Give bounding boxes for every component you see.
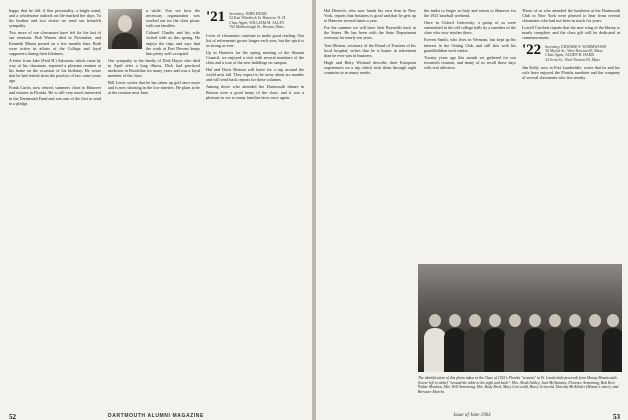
paragraph: Jim Kelly, now in Fort Lauderdale, wrote that he and his wife have enjoyed the Florida sunshine and the company of several classmates who live nearby. (522, 65, 620, 81)
right-column-3 (522, 8, 620, 82)
paragraph: Once in Oxford University, a group of us were entertained in the old college halls by a member of the class who now teaches there. (424, 20, 516, 36)
paragraph: Among those who attended the Dartmouth dinner in Boston were a good many of the class, and it was a pleasure to see so many familiar faces once again. (206, 84, 304, 100)
paragraph: a while. You see how the necessary organization was worked out for the class picnic with our families. (146, 8, 200, 29)
agent-address: 24 Scott St., West Newton 65, Mass. (545, 57, 601, 62)
left-column-3 (206, 8, 304, 102)
paragraph: Hugh and Betty Wickard describe their European experiences on a trip which took them through eight countries in as many weeks. (324, 59, 416, 76)
paragraph: Frank Curtis, now retired, summers close to Hanover and winters in Florida. He is still very much interested in the Dartmouth Fund and was one of the first to send in a pledge. (9, 85, 101, 106)
paragraph: Up in Hanover for the spring meeting of the Alumni Council, we enjoyed a visit with several members of the class and a tour of the new buildings on campus. (206, 49, 304, 66)
paragraph: Tom Morton, secretary of the Board of Trustees of his local hospital, writes that he is busier in retirement than he ever was in business. (324, 42, 416, 58)
secretary-name: JOHN HURD (245, 12, 267, 16)
secretary-info: Secretary, EDWARD F. WORMWOOD 30 Myrtle St., West Newton 65, Mass. Class Agent, ALDEN R. HARD 24 Scott St., West Newton 65, Mass. (545, 44, 607, 62)
paragraph: A letter from Jake (Fred H.) Salomon, which came by way of his classmate, reported a pleasant reunion at his home on the occasion of his birthday. He wrote that he had retired from the practice of law some years ago. (9, 57, 101, 84)
paragraph: Colonel Charlie and his wife visited with us this spring. He enjoys the trips and says that the work at Fort Devens keeps him pretty well occupied. (146, 30, 200, 56)
paragraph: Bill Lewis writes that he has taken up golf once more and is now shooting in the low nineties. He plans to be at the reunion next June. (108, 80, 200, 96)
right-column-1 (324, 8, 416, 77)
photo-caption: The identification of this photo taken at the Class of 1922's Florida "reunion" in Ft. Lauderdale proceeds from Manny Mountcastle (lower left in white) "around the table to his right and back": Mrs. Alvah Ackley, Jack McNamara, Florence Armstrong, Bob Kerr, Walter Moulton, Mrs. Will Armstrong, Mrs. Rudy Reed, Mary Gris-wold, Harry Griswold, Dorothy McAllister (Manny's sister), and Brewster Marvin. (418, 376, 619, 394)
paragraph: Everett Smith, who lives in Vermont, has kept up his interest in the Outing Club and still skis with his grandchildren each winter. (424, 37, 516, 53)
paragraph: Twenty years ago this month we gathered for our twentieth reunion, and many of us recall those days with real affection. (424, 54, 516, 70)
secretary-address: 52 East Wheelock St. Hanover, N. H. (229, 16, 286, 21)
classmate-portrait-photo (108, 9, 142, 49)
paragraph: For the summer we will have Jack Reynolds back in the States. He has been with the State Department overseas for nearly ten years. (324, 25, 416, 41)
agent-address: 762 Marlborough St., Boston, Mass. (229, 25, 285, 30)
secretary-address: 30 Myrtle St., West Newton 65, Mass. (545, 48, 604, 53)
agent-name: ALDEN R. HARD (565, 53, 595, 58)
page-number: 53 (613, 413, 620, 420)
paragraph: Those of us who attended the luncheon at the Dartmouth Club in New York were pleased to hear from several classmates who had not been in touch for years. (522, 8, 620, 24)
issue-date: Issue of June 1964 (453, 413, 491, 418)
magazine-name: DARTMOUTH ALUMNI MAGAZINE (108, 413, 204, 419)
class-year: '22 (522, 41, 542, 58)
class-header-1921 (206, 10, 304, 30)
secretary-info: Secretary, JOHN HURD 52 East Wheelock St. Hanover, N. H. Class Agent, WILLIAM M. ALLEY 762 Marlborough St., Boston, Mass. (229, 12, 286, 30)
secretary-name: EDWARD F. WORMWOOD (561, 44, 607, 49)
paragraph: Hal and Doris Benson will leave for a trip around the world next fall. They expect to be away about six months and will send back reports for these columns. (206, 67, 304, 83)
page-number: 52 (9, 413, 16, 420)
class-header-1922 (522, 43, 620, 63)
left-column-1 (9, 8, 101, 108)
paragraph: Our sympathy to the family of Dick Hayes who died in April after a long illness. Dick had practiced medicine in Brookline for many years and was a loyal member of the class. (108, 57, 200, 79)
paragraph: happy that he did. A fine personality, a bright mind, and a wholesome outlook on life marked her days. To his brother and two sisters we send our heartfelt sympathy. (9, 8, 101, 29)
paragraph: Lives of classmates continue to make good reading. Our list of retirements grows longer each year, but the spirit is as strong as ever. (206, 32, 304, 48)
agent-name: WILLIAM M. ALLEY (249, 20, 285, 25)
paragraph: Hal Dietrich, who now heads his own firm in New York, reports that business is good and that he gets up to Hanover several times a year. (324, 8, 416, 24)
class-year: '21 (206, 9, 226, 25)
reunion-group-photo (418, 264, 622, 372)
paragraph: the midst to linger in Italy and return to Hanover for the 1921 baseball weekend. (424, 8, 516, 19)
right-page (316, 0, 628, 420)
left-page (0, 0, 312, 420)
left-column-2 (108, 8, 200, 98)
paragraph: Lowell Crockett reports that the new wing of the library is nearly complete, and the class gift will be dedicated at commencement. (522, 25, 620, 41)
paragraph: Two more of our classmates have left for the last of our reunions. Bob Warren died in November, and Kenneth Mason passed on a few months later. Both were active in affairs of the College and loyal supporters during their lifetimes. (9, 30, 101, 56)
right-column-2 (424, 8, 516, 72)
